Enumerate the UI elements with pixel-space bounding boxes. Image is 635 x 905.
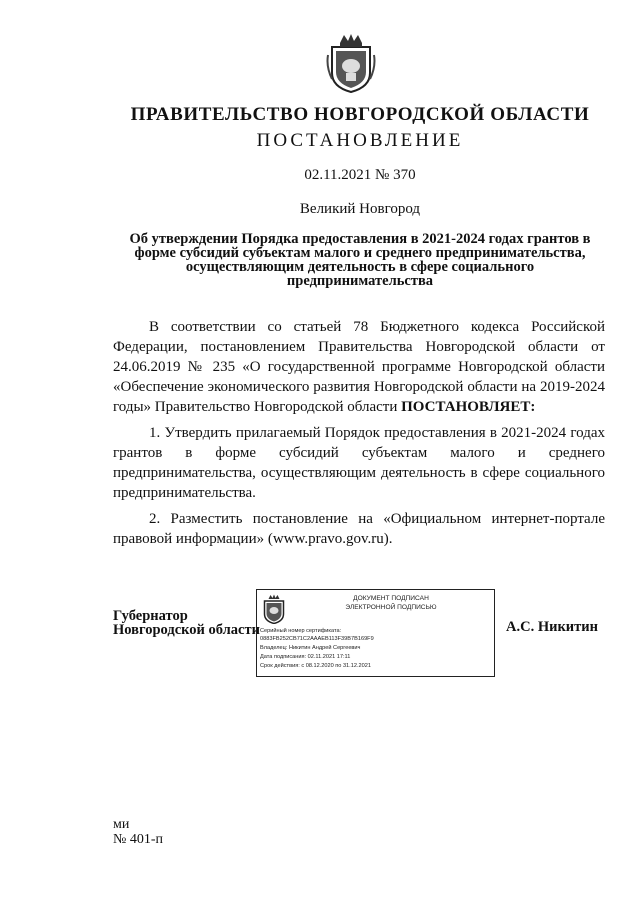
document-type: ПОСТАНОВЛЕНИЕ xyxy=(256,130,464,151)
subject-line: предпринимательства xyxy=(286,273,434,289)
stamp-validity: Срок действия: с 08.12.2020 по 31.12.2021 xyxy=(260,663,371,669)
signatory-position-line: Новгородской области xyxy=(113,622,260,638)
decree-item-2: 2. Разместить постановление на «Официальном интернет-портале правовой информации» (www.pravo.gov.ru). xyxy=(113,511,605,547)
coat-of-arms-icon xyxy=(326,33,376,93)
preamble-paragraph xyxy=(113,317,605,417)
stamp-signed-date: Дата подписания: 02.11.2021 17:11 xyxy=(260,654,351,660)
stamp-title-line: ДОКУМЕНТ ПОДПИСАН xyxy=(353,595,429,602)
document-subject xyxy=(110,232,610,288)
signatory-position xyxy=(113,609,260,637)
stamp-title xyxy=(291,594,491,612)
signatory-name: А.С. Никитин xyxy=(506,619,598,635)
document-body xyxy=(113,317,605,555)
decree-item-1: 1. Утвердить прилагаемый Порядок предоставления в 2021-2024 годах грантов в форме субсидий субъектам малого и среднего предпринимательства, осуществляющим деятельность в сфере социального предпринимательства. xyxy=(113,425,605,501)
executor-initials: ми xyxy=(113,817,130,832)
stamp-title-line: ЭЛЕКТРОННОЙ ПОДПИСЬЮ xyxy=(345,604,437,611)
signatory-position-line: Губернатор xyxy=(113,608,188,624)
preamble-text: В соответствии со статьей 78 Бюджетного кодекса Российской Федерации, постановлением Правительства Новгородской области от 24.06.2019 № 235 «О государственной программе Новгородской области «Обеспечение экономического развития Новгородской области на 2019-2024 годы» Правительство Новгородской области xyxy=(113,319,605,415)
stamp-owner: Владелец: Никитин Андрей Сергеевич xyxy=(260,645,361,651)
stamp-cert-serial: 0883FB252CB71C2AAAEB113F39B7B169F9 xyxy=(260,636,374,642)
decree-word: ПОСТАНОВЛЯЕТ: xyxy=(401,399,536,415)
subject-line: осуществляющим деятельность в сфере социального xyxy=(185,259,535,275)
document-date-number: 02.11.2021 № 370 xyxy=(304,167,416,183)
stamp-cert-label: Серийный номер сертификата: xyxy=(260,628,342,634)
registration-number: № 401-п xyxy=(113,832,164,847)
subject-line: форме субсидий субъектам малого и среднего предпринимательства, xyxy=(134,245,586,261)
document-city: Великий Новгород xyxy=(299,201,421,217)
document-footer xyxy=(113,817,163,847)
stamp-coat-of-arms-icon xyxy=(261,594,287,624)
electronic-signature-stamp xyxy=(256,589,495,677)
organization-name: ПРАВИТЕЛЬСТВО НОВГОРОДСКОЙ ОБЛАСТИ xyxy=(130,104,590,125)
subject-line: Об утверждении Порядка предоставления в 2021-2024 годах грантов в xyxy=(129,231,591,247)
